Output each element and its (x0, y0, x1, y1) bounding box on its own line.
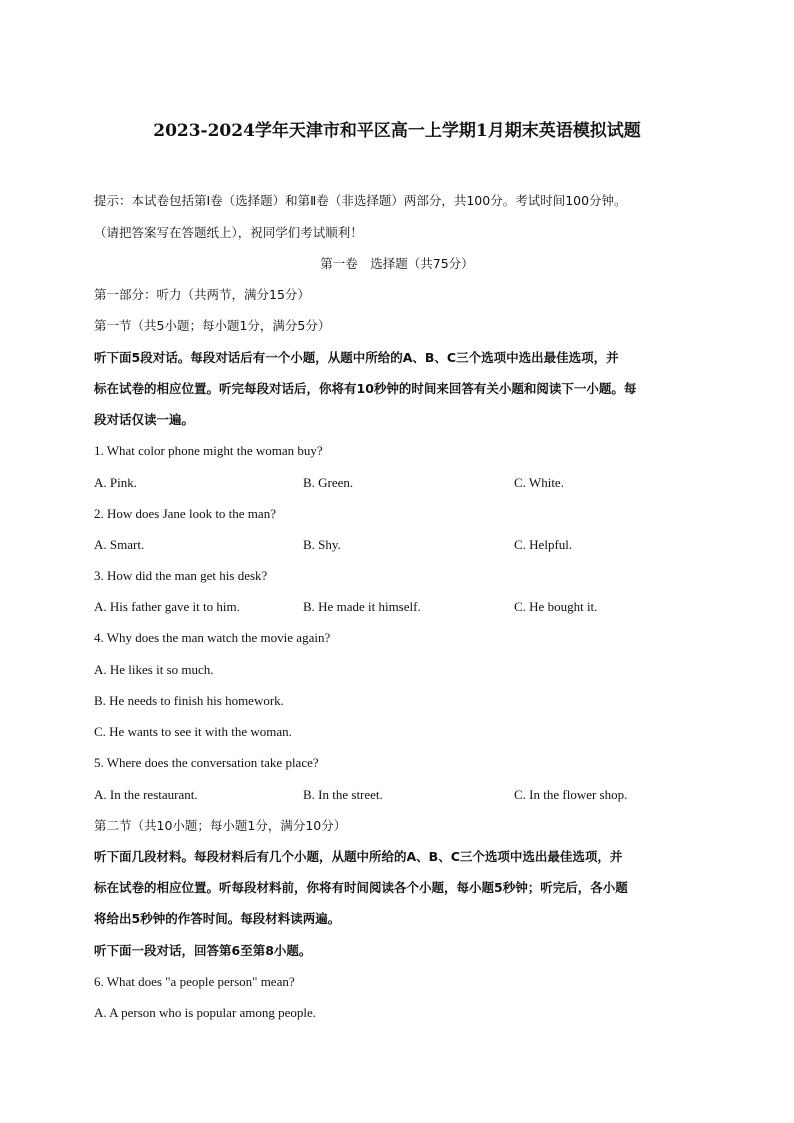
question-2-option-a: A. Smart. (94, 537, 145, 552)
part1-heading: 第一部分：听力（共两节，满分15分） (94, 287, 310, 302)
question-6-stem: 6. What does "a people person" mean? (94, 974, 295, 989)
question-1-option-a: A. Pink. (94, 475, 137, 490)
question-4-stem: 4. Why does the man watch the movie again? (94, 630, 331, 645)
section2-instruction-2: 标在试卷的相应位置。听每段材料前，你将有时间阅读各个小题，每小题5秒钟；听完后，各小题 (94, 880, 628, 895)
question-2-option-c: C. Helpful. (514, 537, 573, 552)
notice-line-2: （请把答案写在答题纸上），祝同学们考试顺利！ (94, 225, 363, 240)
section2-sub-instruction: 听下面一段对话，回答第6至第8小题。 (94, 943, 312, 958)
question-3-option-c: C. He bought it. (514, 599, 598, 614)
question-5-option-b: B. In the street. (303, 787, 383, 802)
question-5-stem: 5. Where does the conversation take place? (94, 755, 319, 770)
section1-heading: 第一节（共5小题；每小题1分，满分5分） (94, 318, 331, 333)
question-5-option-a: A. In the restaurant. (94, 787, 198, 802)
volume-heading: 第一卷 选择题（共75分） (320, 256, 474, 271)
question-5-option-c: C. In the flower shop. (514, 787, 628, 802)
section2-instruction-3: 将给出5秒钟的作答时间。每段材料读两遍。 (94, 911, 341, 926)
section2-instruction-1: 听下面几段材料。每段材料后有几个小题，从题中所给的A、B、C三个选项中选出最佳选项，并 (94, 849, 623, 864)
section2-heading: 第二节（共10小题；每小题1分，满分10分） (94, 818, 347, 833)
question-2-stem: 2. How does Jane look to the man? (94, 506, 276, 521)
question-3-stem: 3. How did the man get his desk? (94, 568, 268, 583)
section1-instruction-1: 听下面5段对话。每段对话后有一个小题，从题中所给的A、B、C三个选项中选出最佳选项，并 (94, 350, 619, 365)
question-4-option-a: A. He likes it so much. (94, 662, 214, 677)
section1-instruction-3: 段对话仅读一遍。 (94, 412, 195, 427)
question-1-option-b: B. Green. (303, 475, 354, 490)
question-4-option-c: C. He wants to see it with the woman. (94, 724, 292, 739)
question-3-option-b: B. He made it himself. (303, 599, 421, 614)
section1-instruction-2: 标在试卷的相应位置。听完每段对话后，你将有10秒钟的时间来回答有关小题和阅读下一小题。每 (94, 381, 637, 396)
question-4-option-b: B. He needs to finish his homework. (94, 693, 284, 708)
question-6-option-a: A. A person who is popular among people. (94, 1005, 317, 1020)
question-2-option-b: B. Shy. (303, 537, 341, 552)
question-1-option-c: C. White. (514, 475, 564, 490)
exam-title: 2023-2024学年天津市和平区高一上学期1月期末英语模拟试题 (153, 121, 641, 141)
question-3-option-a: A. His father gave it to him. (94, 599, 240, 614)
notice-line-1: 提示：本试卷包括第Ⅰ卷（选择题）和第Ⅱ卷（非选择题）两部分，共100分。考试时间100分钟。 (94, 193, 627, 208)
question-1-stem: 1. What color phone might the woman buy? (94, 443, 323, 458)
